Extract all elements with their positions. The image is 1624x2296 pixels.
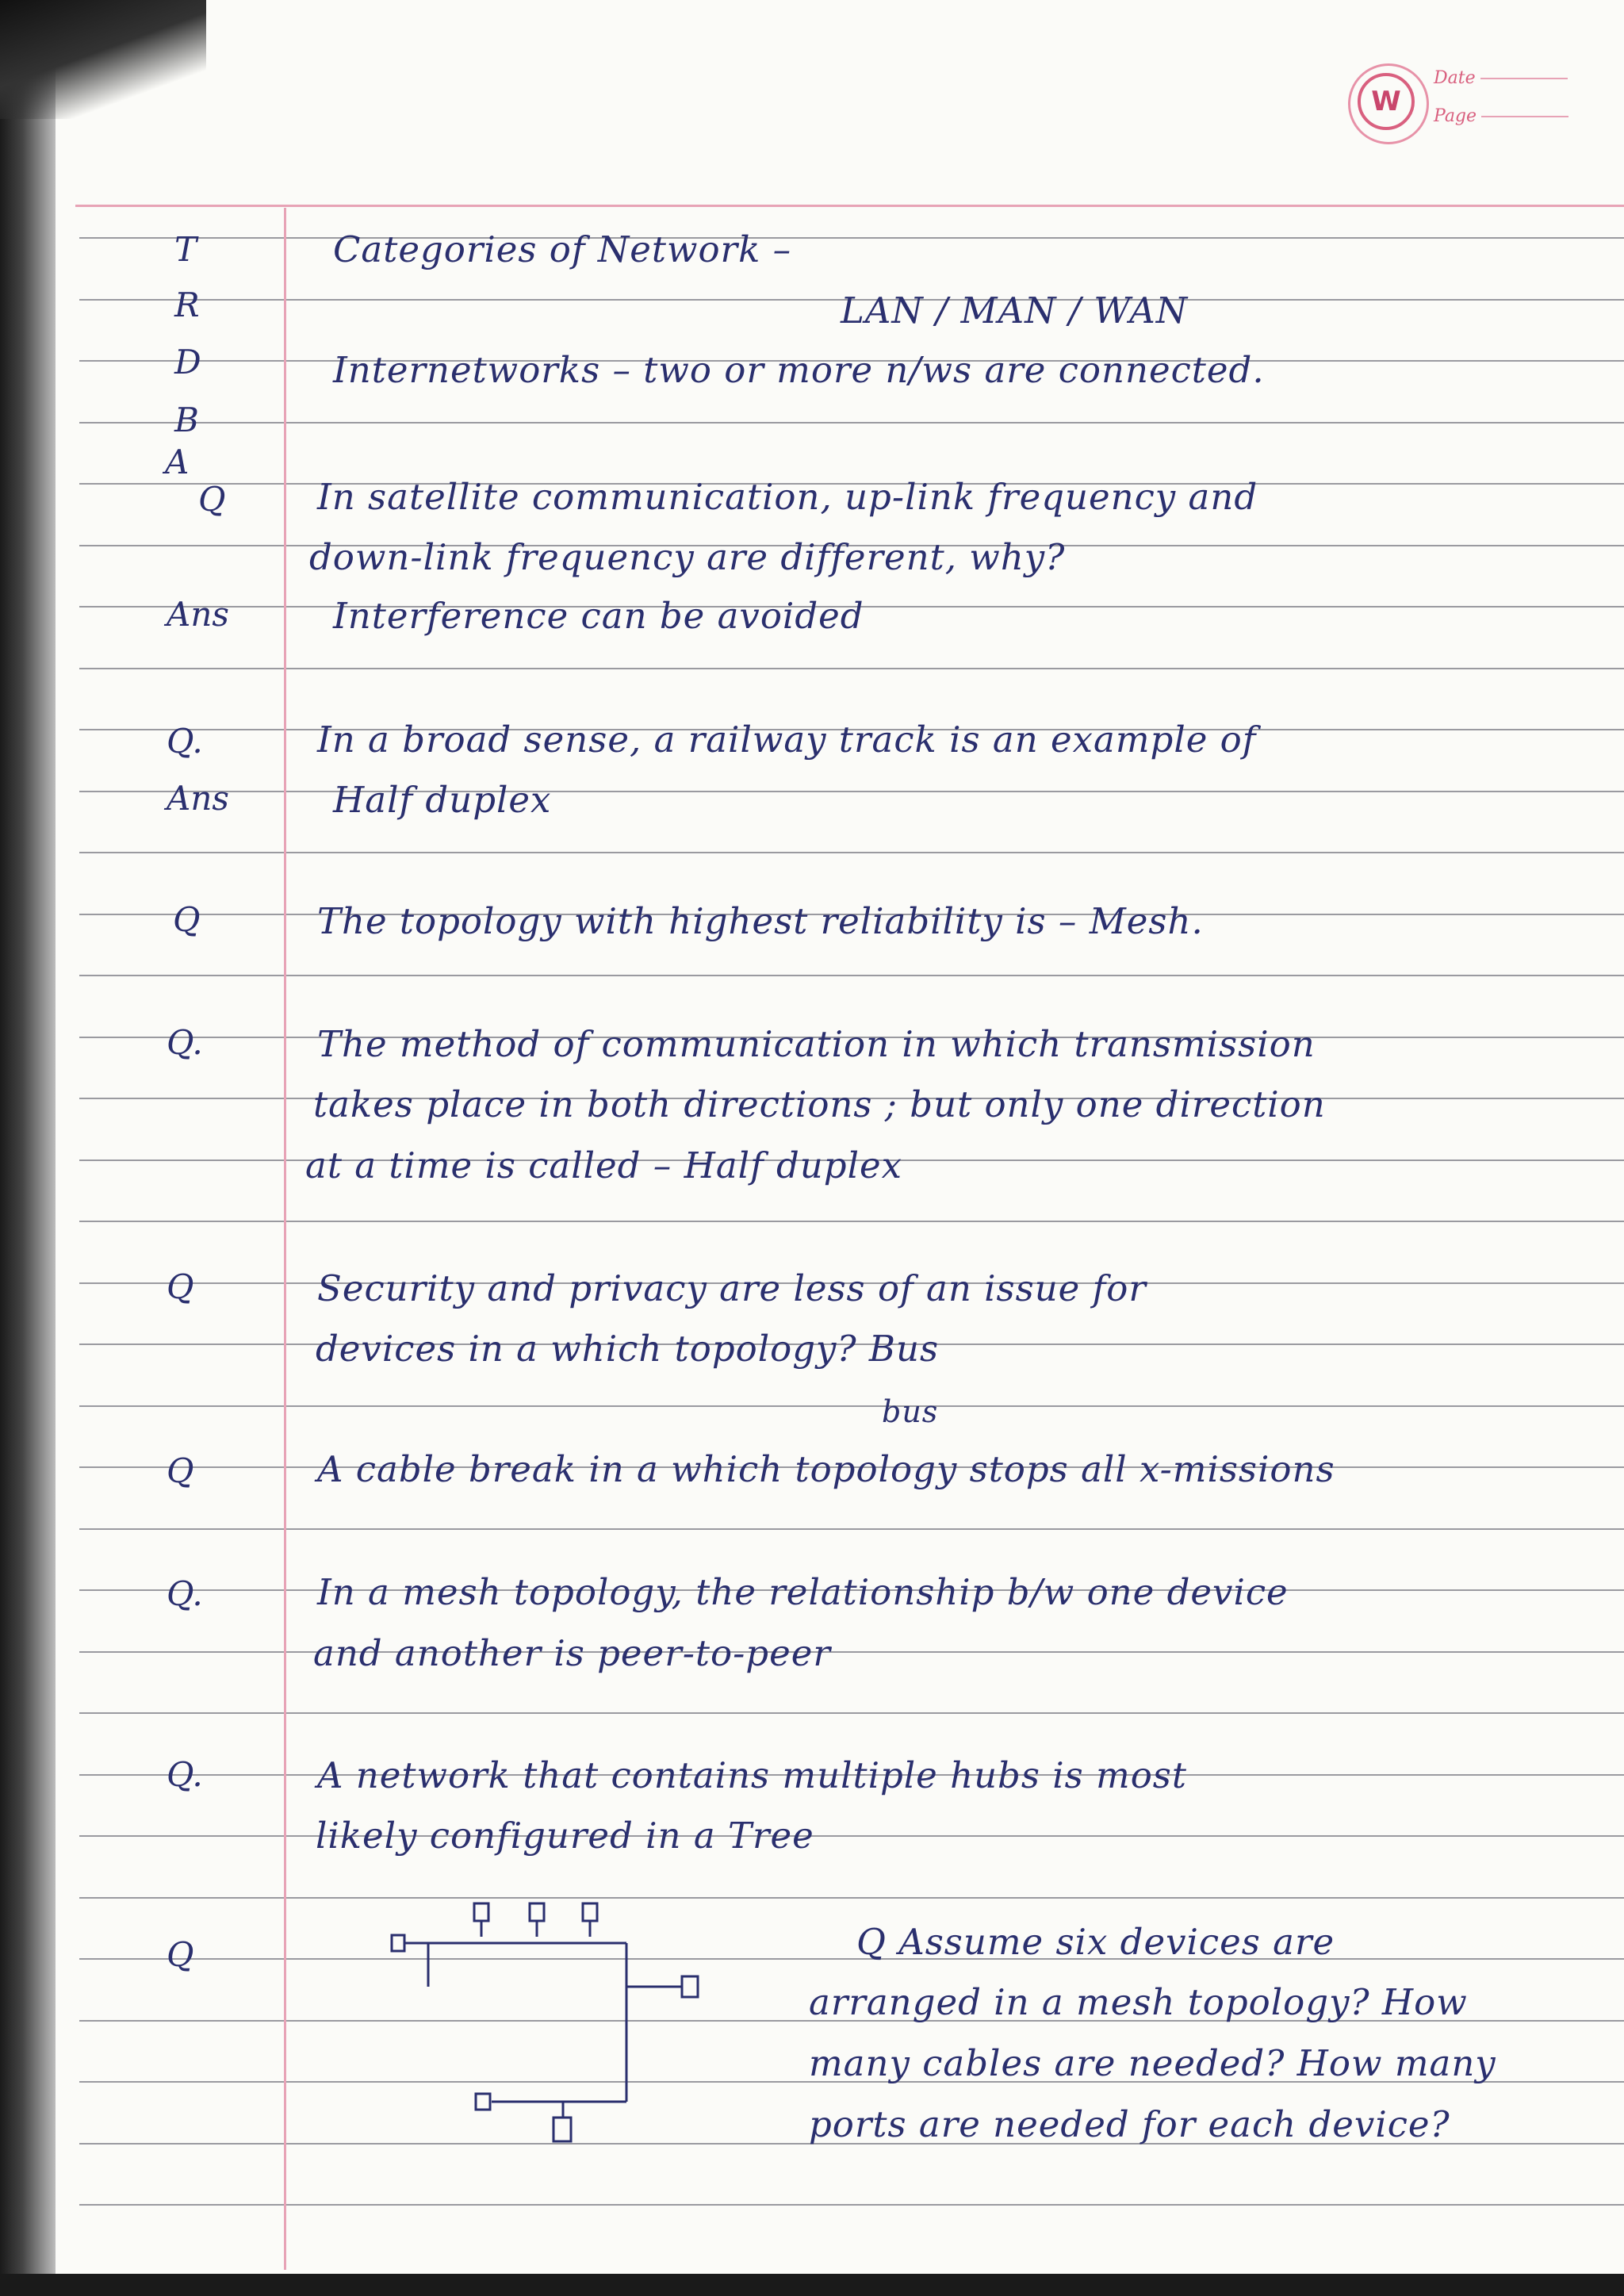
question-text: A network that contains multiple hubs is most: [317, 1754, 1187, 1796]
question-text: The method of communication in which transmission: [317, 1023, 1316, 1065]
question-text: many cables are needed? How many: [809, 2042, 1496, 2084]
question-label: Q.: [167, 1023, 203, 1062]
date-label: Date: [1434, 68, 1476, 88]
question-text: devices in a which topology? Bus: [316, 1328, 940, 1370]
device-box: [392, 1935, 404, 1951]
question-text: ports are needed for each device?: [809, 2103, 1450, 2145]
brand-logo: [1358, 73, 1415, 130]
question-label: Q.: [167, 722, 203, 761]
answer-text: Interference can be avoided: [333, 595, 864, 637]
page-bottom-edge: [0, 2274, 1624, 2296]
margin-letter-a: A: [165, 443, 190, 481]
logo-letter: W: [1371, 86, 1401, 117]
question-label: Q: [198, 480, 226, 519]
device-box: [474, 1903, 488, 1921]
device-box: [476, 2094, 490, 2110]
question-label: Q: [167, 1451, 194, 1490]
device-box: [530, 1903, 544, 1921]
margin-letter-b: B: [174, 401, 199, 439]
margin-letter-r: R: [174, 286, 200, 324]
question-text: Security and privacy are less of an issue for: [317, 1267, 1147, 1309]
device-box: [553, 2118, 571, 2141]
question-text: In satellite communication, up-link frequency and: [317, 476, 1258, 518]
network-types: LAN / MAN / WAN: [841, 289, 1189, 332]
topology-sketch: [381, 1888, 730, 2149]
date-field: [1434, 68, 1568, 88]
question-text: In a mesh topology, the relationship b/w one device: [317, 1571, 1289, 1613]
question-text: arranged in a mesh topology? How: [809, 1981, 1468, 2023]
note-bus: bus: [882, 1394, 939, 1429]
question-text: at a time is called – Half duplex: [305, 1144, 902, 1186]
question-text: likely configured in a Tree: [316, 1815, 814, 1857]
question-text: The topology with highest reliability is – Mesh.: [317, 900, 1204, 942]
header-rule: [75, 205, 1624, 207]
question-label: Q: [173, 900, 201, 939]
page-label: Page: [1434, 106, 1477, 126]
question-label: Q.: [167, 1755, 203, 1794]
question-text: and another is peer-to-peer: [313, 1632, 831, 1674]
answer-label: Ans: [167, 595, 229, 634]
question-text: down-link frequency are different, why?: [309, 536, 1066, 578]
question-text: Q Assume six devices are: [856, 1921, 1335, 1963]
question-label: Q.: [167, 1574, 203, 1613]
device-box: [583, 1903, 597, 1921]
heading-categories: Categories of Network –: [333, 228, 792, 270]
device-box: [682, 1976, 698, 1997]
question-label: Q: [167, 1267, 194, 1306]
internetworks-line: Internetworks – two or more n/ws are connected.: [333, 349, 1265, 391]
question-text: A cable break in a which topology stops all x-missions: [317, 1448, 1335, 1490]
margin-letter-d: D: [174, 343, 201, 381]
answer-text: Half duplex: [333, 779, 552, 821]
question-text: In a broad sense, a railway track is an example of: [317, 719, 1257, 761]
notebook-spine-shadow: [0, 0, 56, 2296]
question-text: takes place in both directions ; but only one direction: [313, 1083, 1326, 1125]
answer-label: Ans: [167, 779, 229, 818]
margin-rule: [284, 208, 286, 2270]
margin-letter-t: T: [174, 230, 197, 269]
question-label: Q: [167, 1935, 194, 1974]
page-field: [1434, 106, 1568, 126]
